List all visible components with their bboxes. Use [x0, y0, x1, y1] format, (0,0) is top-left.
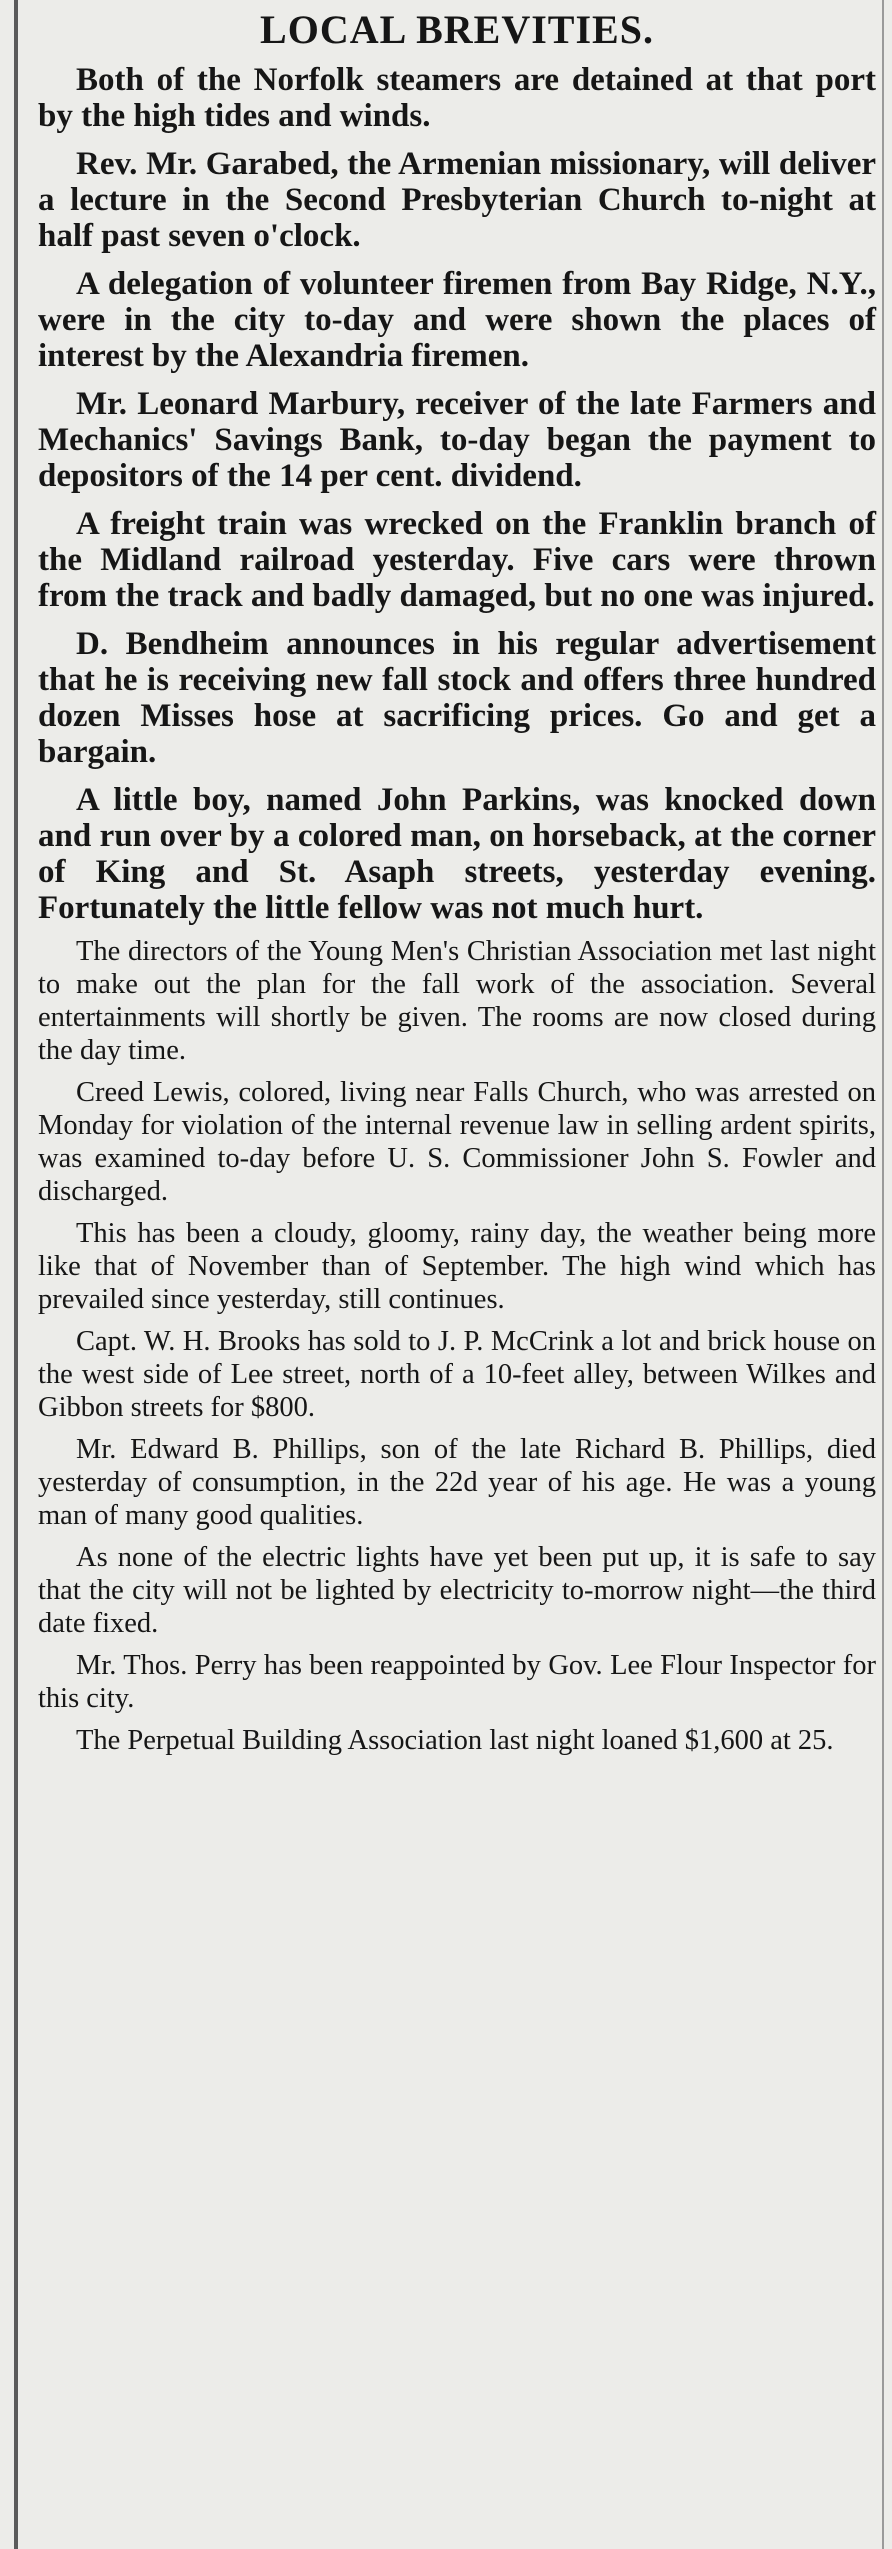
news-item: A delegation of volunteer firemen from Bay Ridge, N.Y., were in the city to-day and were shown the places of interest by the Alexandria firemen. [38, 266, 876, 374]
news-column [38, 6, 876, 1757]
column-rule-right [882, 0, 884, 2549]
news-item: As none of the electric lights have yet been put up, it is safe to say that the city will not be lighted by electricity to-morrow night—the third date fixed. [38, 1542, 876, 1639]
news-item: D. Bendheim announces in his regular advertisement that he is receiving new fall stock and offers three hundred dozen Misses hose at sacrificing prices. Go and get a bargain. [38, 626, 876, 770]
news-item: A little boy, named John Parkins, was knocked down and run over by a colored man, on horseback, at the corner of King and St. Asaph streets, yesterday evening. Fortunately the little fellow was not much hurt. [38, 782, 876, 926]
news-item: Rev. Mr. Garabed, the Armenian missionary, will deliver a lecture in the Second Presbyterian Church to-night at half past seven o'clock. [38, 146, 876, 254]
column-rule-left [14, 0, 18, 2549]
headline: LOCAL BREVITIES. [260, 7, 654, 52]
news-item: Mr. Edward B. Phillips, son of the late Richard B. Phillips, died yesterday of consumption, in the 22d year of his age. He was a young man of many good qualities. [38, 1434, 876, 1531]
news-item: Creed Lewis, colored, living near Falls Church, who was arrested on Monday for violation of the internal revenue law in selling ardent spirits, was examined to-day before U. S. Commissioner John S. Fowler and discharged. [38, 1077, 876, 1207]
news-item: Both of the Norfolk steamers are detained at that port by the high tides and winds. [38, 62, 876, 134]
news-item: The Perpetual Building Association last night loaned $1,600 at 25. [76, 1725, 834, 1756]
news-item: A freight train was wrecked on the Franklin branch of the Midland railroad yesterday. Five cars were thrown from the track and badly damaged, but no one was injured. [38, 506, 876, 614]
news-item: Capt. W. H. Brooks has sold to J. P. McCrink a lot and brick house on the west side of Lee street, north of a 10-feet alley, between Wilkes and Gibbon streets for $800. [38, 1326, 876, 1423]
news-item: Mr. Leonard Marbury, receiver of the late Farmers and Mechanics' Savings Bank, to-day began the payment to depositors of the 14 per cent. dividend. [38, 386, 876, 494]
news-item: This has been a cloudy, gloomy, rainy day, the weather being more like that of November than of September. The high wind which has prevailed since yesterday, still continues. [38, 1218, 876, 1315]
news-item: The directors of the Young Men's Christian Association met last night to make out the plan for the fall work of the association. Several entertainments will shortly be given. The rooms are now closed during the day time. [38, 936, 876, 1066]
news-item: Mr. Thos. Perry has been reappointed by Gov. Lee Flour Inspector for this city. [38, 1650, 876, 1714]
